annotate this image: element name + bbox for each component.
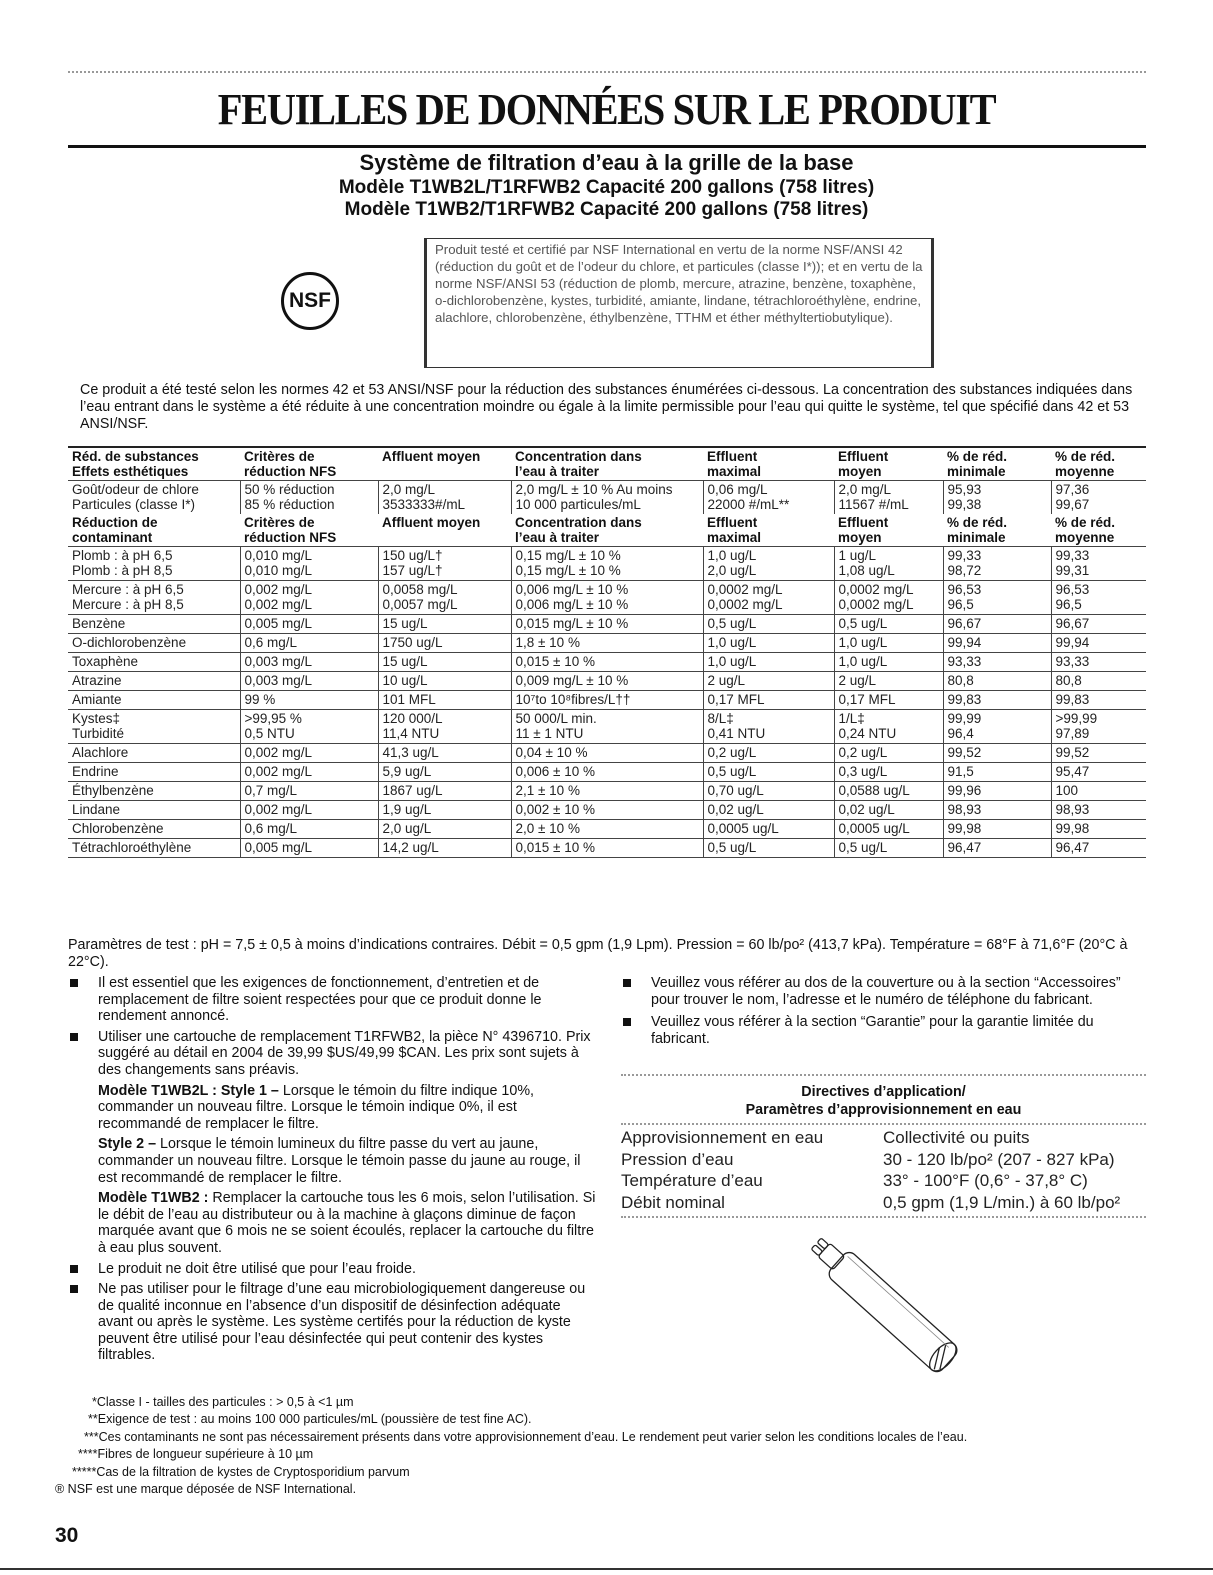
table-cell: 1,8 ± 10 % bbox=[511, 634, 703, 653]
table-cell: Mercure : à pH 6,5 Mercure : à pH 8,5 bbox=[68, 581, 240, 615]
table-cell: 0,06 mg/L 22000 #/mL** bbox=[703, 481, 834, 515]
table-row bbox=[68, 782, 1146, 801]
table-cell: 99,52 bbox=[1051, 744, 1146, 763]
directives-value: 30 - 120 lb/po² (207 - 827 kPa) bbox=[883, 1149, 1115, 1169]
table-header-cell: Effluent moyen bbox=[838, 515, 889, 545]
table-cell: 99,98 bbox=[943, 820, 1051, 839]
table-cell: 96,47 bbox=[943, 839, 1051, 858]
table-row bbox=[68, 763, 1146, 782]
table-cell: 0,7 mg/L bbox=[240, 782, 378, 801]
table-cell: 0,15 mg/L ± 10 % 0,15 mg/L ± 10 % bbox=[511, 547, 703, 581]
table-cell: Éthylbenzène bbox=[68, 782, 240, 801]
table-cell: 0,002 mg/L bbox=[240, 801, 378, 820]
title-rule bbox=[68, 145, 1146, 148]
table-cell: 0,04 ± 10 % bbox=[511, 744, 703, 763]
directives-header-rule bbox=[621, 1123, 1146, 1125]
footnote: **Exigence de test : au moins 100 000 particules/mL (poussière de test fine AC). bbox=[88, 1412, 532, 1427]
section-title: Système de filtration d’eau à la grille de la base bbox=[359, 150, 854, 175]
table-cell: 99,94 bbox=[1051, 634, 1146, 653]
table-cell: 10⁷to 10⁸fibres/L†† bbox=[511, 691, 703, 710]
directives-row bbox=[621, 1127, 1146, 1149]
table-cell: 0,002 mg/L bbox=[240, 763, 378, 782]
table-cell: 50 % réduction 85 % réduction bbox=[240, 481, 378, 515]
bullet-replacement: Utiliser une cartouche de remplacement T1RFWB2, la pièce N° 4396710. Prix suggéré au détail en 2004 de 39,99 $US/49,99 $CAN. Les prix sont sujets à des changements sans préavis. bbox=[68, 1029, 598, 1079]
table-cell: 0,5 ug/L bbox=[703, 615, 834, 634]
model-t1wb2-text: Remplacer la cartouche tous les 6 mois, selon l’utilisation. Si le débit de l’eau au distributeur ou à la machine à glaçons diminue de façon marquée avant que 6 mois ne se soient écoulés, replacer la cartouche du filtre à eau plus souvent. bbox=[98, 1190, 596, 1256]
table-cell: 15 ug/L bbox=[378, 615, 511, 634]
directives-row bbox=[621, 1192, 1146, 1214]
table-row bbox=[68, 801, 1146, 820]
table-header-cell: % de réd. moyenne bbox=[1051, 447, 1146, 481]
directives-value: 33° - 100°F (0,6° - 37,8° C) bbox=[883, 1171, 1088, 1190]
table-cell: 150 ug/L† 157 ug/L† bbox=[378, 547, 511, 581]
table-cell: Tétrachloroéthylène bbox=[68, 839, 240, 858]
table-cell: 0,17 MFL bbox=[703, 691, 834, 710]
table-cell: 98,93 bbox=[943, 801, 1051, 820]
table-cell: 1,9 ug/L bbox=[378, 801, 511, 820]
table-header-cell: Effluent maximal bbox=[703, 447, 834, 481]
table-cell: Amiante bbox=[68, 691, 240, 710]
nsf-logo-text: NSF bbox=[289, 289, 331, 312]
filter-cartridge-illustration bbox=[790, 1228, 990, 1388]
table-cell: 99 % bbox=[240, 691, 378, 710]
table-cell: 95,93 99,38 bbox=[943, 481, 1051, 515]
table-cell: 15 ug/L bbox=[378, 653, 511, 672]
directives-value: Collectivité ou puits bbox=[883, 1128, 1030, 1147]
footnote: ****Fibres de longueur supérieure à 10 µm bbox=[78, 1447, 314, 1462]
table-cell: 0,0002 mg/L 0,0002 mg/L bbox=[703, 581, 834, 615]
table-cell: 99,33 99,31 bbox=[1051, 547, 1146, 581]
table-cell: 99,98 bbox=[1051, 820, 1146, 839]
test-parameters: Paramètres de test : pH = 7,5 ± 0,5 à moins d’indications contraires. Débit = 0,5 gpm (1,9 Lpm). Pression = 60 lb/po² (413,7 kPa). Température = 68°F à 71,6°F (20°C à 22°C). bbox=[68, 937, 1128, 970]
table-cell: 0,5 ug/L bbox=[834, 839, 943, 858]
footnote: *****Cas de la filtration de kystes de Cryptosporidium parvum bbox=[72, 1464, 410, 1479]
nsf-logo bbox=[281, 272, 339, 330]
directives-top-rule bbox=[621, 1074, 1146, 1076]
table-cell: 1,0 ug/L bbox=[703, 653, 834, 672]
table-cell: 80,8 bbox=[1051, 672, 1146, 691]
table-cell: Lindane bbox=[68, 801, 240, 820]
table-cell: 1,0 ug/L 2,0 ug/L bbox=[703, 547, 834, 581]
table-cell: 99,83 bbox=[1051, 691, 1146, 710]
directives-title-1: Directives d’application/ bbox=[801, 1084, 966, 1100]
directives-value: 0,5 gpm (1,9 L/min.) à 60 lb/po² bbox=[883, 1192, 1121, 1212]
table-row bbox=[68, 547, 1146, 581]
table-cell: >99,95 % 0,5 NTU bbox=[240, 710, 378, 744]
table-header-cell: Effluent maximal bbox=[707, 515, 762, 545]
directives-row bbox=[621, 1170, 1146, 1192]
bullet-warranty: Veuillez vous référer à la section “Garantie” pour la garantie limitée du fabricant. bbox=[621, 1014, 1141, 1047]
table-row bbox=[68, 581, 1146, 615]
table-cell: 99,99 96,4 bbox=[943, 710, 1051, 744]
table-cell: 0,002 ± 10 % bbox=[511, 801, 703, 820]
table-cell: Plomb : à pH 6,5 Plomb : à pH 8,5 bbox=[68, 547, 240, 581]
table-cell: Goût/odeur de chlore Particules (classe I*) bbox=[68, 481, 240, 515]
table-cell: 0,015 ± 10 % bbox=[511, 839, 703, 858]
table-cell: >99,99 97,89 bbox=[1051, 710, 1146, 744]
table-cell: 0,70 ug/L bbox=[703, 782, 834, 801]
directives-label: Pression d’eau bbox=[621, 1149, 734, 1169]
directives-title bbox=[621, 1083, 1146, 1119]
model-t1wb2-label: Modèle T1WB2 : bbox=[98, 1190, 209, 1207]
table-cell: Kystes‡ Turbidité bbox=[68, 710, 240, 744]
table-cell: 1750 ug/L bbox=[378, 634, 511, 653]
table-cell: 1,0 ug/L bbox=[834, 634, 943, 653]
table-cell: 0,0005 ug/L bbox=[834, 820, 943, 839]
directives-row bbox=[621, 1149, 1146, 1171]
table-cell: 98,93 bbox=[1051, 801, 1146, 820]
table-cell: Chlorobenzène bbox=[68, 820, 240, 839]
table-header-cell: % de réd. moyenne bbox=[1055, 515, 1116, 545]
model-t1wb2l-text: Lorsque le témoin du filtre indique 10%, commander un nouveau filtre. Lorsque le témoin indique 0%, il est recommandé de remplacer le filtre. bbox=[98, 1082, 535, 1132]
table-cell: 2,1 ± 10 % bbox=[511, 782, 703, 801]
footnotes bbox=[55, 1394, 1175, 1498]
bullet-manufacturer: Veuillez vous référer au dos de la couverture ou à la section “Accessoires” pour trouver le nom, l’adresse et le numéro de téléphone du fabricant. bbox=[621, 975, 1141, 1008]
table-cell: 1,0 ug/L bbox=[834, 653, 943, 672]
table-cell: 0,5 ug/L bbox=[834, 615, 943, 634]
directives-bottom-rule bbox=[621, 1216, 1146, 1218]
table-header-cell: Critères de réduction NFS bbox=[244, 515, 337, 545]
table-cell: 99,94 bbox=[943, 634, 1051, 653]
table-header-cell: Concentration dans l’eau à traiter bbox=[515, 515, 642, 545]
table-cell: 2 ug/L bbox=[834, 672, 943, 691]
table-cell: 5,9 ug/L bbox=[378, 763, 511, 782]
table-cell: 0,006 mg/L ± 10 % 0,006 mg/L ± 10 % bbox=[511, 581, 703, 615]
table-cell: 2 ug/L bbox=[703, 672, 834, 691]
table-header-cell: % de réd. minimale bbox=[943, 447, 1051, 481]
table-cell: 0,015 ± 10 % bbox=[511, 653, 703, 672]
table-row bbox=[68, 481, 1146, 515]
table-cell: 96,53 96,5 bbox=[1051, 581, 1146, 615]
table-cell: O-dichlorobenzène bbox=[68, 634, 240, 653]
table-cell: 0,003 mg/L bbox=[240, 672, 378, 691]
directives-table bbox=[621, 1127, 1146, 1213]
table-cell: 41,3 ug/L bbox=[378, 744, 511, 763]
table-header-cell: Critères de réduction NFS bbox=[240, 447, 378, 481]
table-cell: 0,002 mg/L 0,002 mg/L bbox=[240, 581, 378, 615]
page-number: 30 bbox=[55, 1524, 79, 1547]
table-header-cell: Affluent moyen bbox=[382, 515, 481, 530]
table-cell: 1,0 ug/L bbox=[703, 634, 834, 653]
table-cell: Benzène bbox=[68, 615, 240, 634]
directives-title-2: Paramètres d’approvisionnement en eau bbox=[745, 1102, 1022, 1118]
model-t1wb2-note bbox=[68, 1190, 598, 1256]
table-row bbox=[68, 839, 1146, 858]
table-cell: 96,67 bbox=[943, 615, 1051, 634]
bullet-microbiological: Ne pas utiliser pour le filtrage d’une eau microbiologiquement dangereuse ou de qualité inconnue en l’absence d’un dispositif de désinfection adéquate avant ou après le système. Les système certifés pour la réduction de kyste peuvent être utilisé pour l’eau désinfectée qui peut contenir des kystes filtrables. bbox=[68, 1281, 598, 1364]
table-cell: 99,83 bbox=[943, 691, 1051, 710]
table-cell: 2,0 mg/L ± 10 % Au moins 10 000 particules/mL bbox=[511, 481, 703, 515]
left-instructions bbox=[68, 975, 598, 1368]
table-cell: 0,009 mg/L ± 10 % bbox=[511, 672, 703, 691]
table-cell: 91,5 bbox=[943, 763, 1051, 782]
table-header-row bbox=[68, 514, 1146, 547]
table-cell: Alachlore bbox=[68, 744, 240, 763]
table-cell: 8/L‡ 0,41 NTU bbox=[703, 710, 834, 744]
table-header-cell: % de réd. minimale bbox=[947, 515, 1008, 545]
table-cell: 1867 ug/L bbox=[378, 782, 511, 801]
table-cell: 96,47 bbox=[1051, 839, 1146, 858]
table-cell: 2,0 ug/L bbox=[378, 820, 511, 839]
directives-label: Approvisionnement en eau bbox=[621, 1128, 824, 1147]
table-cell: 101 MFL bbox=[378, 691, 511, 710]
bullet-cold-water: Le produit ne doit être utilisé que pour l’eau froide. bbox=[68, 1261, 598, 1278]
table-cell: 10 ug/L bbox=[378, 672, 511, 691]
table-header-cell: Réduction de contaminant bbox=[72, 515, 158, 545]
table-cell: 93,33 bbox=[1051, 653, 1146, 672]
style-2-label: Style 2 – bbox=[98, 1136, 157, 1153]
footnote: ***Ces contaminants ne sont pas nécessairement présents dans votre approvisionnement d’eau. Le rendement peut varier selon les conditions locales de l’eau. bbox=[84, 1429, 968, 1444]
table-header-cell: Effluent moyen bbox=[834, 447, 943, 481]
table-cell: 120 000/L 11,4 NTU bbox=[378, 710, 511, 744]
page-title: FEUILLES DE DONNÉES SUR LE PRODUIT bbox=[217, 85, 996, 134]
performance-table bbox=[68, 446, 1146, 858]
top-dotted-rule bbox=[68, 71, 1146, 73]
footnote: *Classe I - tailles des particules : > 0,5 à <1 µm bbox=[92, 1395, 354, 1409]
table-row bbox=[68, 710, 1146, 744]
table-cell: 99,33 98,72 bbox=[943, 547, 1051, 581]
table-row bbox=[68, 615, 1146, 634]
table-cell: 0,005 mg/L bbox=[240, 615, 378, 634]
table-row bbox=[68, 744, 1146, 763]
table-cell: 0,02 ug/L bbox=[834, 801, 943, 820]
table-cell: 99,96 bbox=[943, 782, 1051, 801]
table-row bbox=[68, 672, 1146, 691]
style-2-note bbox=[68, 1136, 598, 1186]
table-row bbox=[68, 820, 1146, 839]
table-cell: 0,6 mg/L bbox=[240, 634, 378, 653]
table-cell: 97,36 99,67 bbox=[1051, 481, 1146, 515]
table-cell: 0,015 mg/L ± 10 % bbox=[511, 615, 703, 634]
table-cell: 2,0 ± 10 % bbox=[511, 820, 703, 839]
right-instructions bbox=[621, 975, 1141, 1053]
table-cell: 100 bbox=[1051, 782, 1146, 801]
table-cell: 0,0005 ug/L bbox=[703, 820, 834, 839]
table-cell: 1/L‡ 0,24 NTU bbox=[834, 710, 943, 744]
bullet-requirements: Il est essentiel que les exigences de fonctionnement, d’entretien et de remplacement de filtre soient respectées pour que ce produit donne le rendement annoncé. bbox=[68, 975, 598, 1025]
table-cell: 0,2 ug/L bbox=[834, 744, 943, 763]
table-cell: 2,0 mg/L 11567 #/mL bbox=[834, 481, 943, 515]
table-cell: 50 000/L min. 11 ± 1 NTU bbox=[511, 710, 703, 744]
table-cell: 0,2 ug/L bbox=[703, 744, 834, 763]
model-line-1: Modèle T1WB2L/T1RFWB2 Capacité 200 gallons (758 litres) bbox=[338, 177, 875, 198]
table-cell: 0,010 mg/L 0,010 mg/L bbox=[240, 547, 378, 581]
table-row bbox=[68, 634, 1146, 653]
table-cell: 0,3 ug/L bbox=[834, 763, 943, 782]
intro-paragraph: Ce produit a été testé selon les normes 42 et 53 ANSI/NSF pour la réduction des substances énumérées ci-dessous. La concentration des substances indiquées dans l’eau entrant dans le système a été réduite à une concentration moindre ou égale à la limite permissible pour l’eau qui quitte le système, tel que spécifié dans 42 et 53 ANSI/NSF. bbox=[80, 382, 1133, 432]
footnote: ® NSF est une marque déposée de NSF International. bbox=[55, 1482, 357, 1497]
table-cell: 95,47 bbox=[1051, 763, 1146, 782]
table-cell: 0,0058 mg/L 0,0057 mg/L bbox=[378, 581, 511, 615]
table-row bbox=[68, 653, 1146, 672]
table-cell: 2,0 mg/L 3533333#/mL bbox=[378, 481, 511, 515]
style-2-text: Lorsque le témoin lumineux du filtre passe du vert au jaune, commander un nouveau filtre. Lorsque le témoin passe du jaune au rouge, il est recommandé de remplacer le filtre. bbox=[98, 1136, 581, 1186]
table-cell: 93,33 bbox=[943, 653, 1051, 672]
table-cell: 0,0588 ug/L bbox=[834, 782, 943, 801]
table-cell: 0,5 ug/L bbox=[703, 763, 834, 782]
table-cell: 0,17 MFL bbox=[834, 691, 943, 710]
table-cell: 99,52 bbox=[943, 744, 1051, 763]
table-cell: 1 ug/L 1,08 ug/L bbox=[834, 547, 943, 581]
table-cell: 0,006 ± 10 % bbox=[511, 763, 703, 782]
table-cell: 0,0002 mg/L 0,0002 mg/L bbox=[834, 581, 943, 615]
table-header-row bbox=[68, 447, 1146, 481]
table-cell: Atrazine bbox=[68, 672, 240, 691]
table-cell: 0,6 mg/L bbox=[240, 820, 378, 839]
performance-table-body bbox=[68, 447, 1146, 858]
directives-label: Température d’eau bbox=[621, 1171, 763, 1190]
cartridge-body bbox=[826, 1249, 960, 1375]
table-cell: 96,53 96,5 bbox=[943, 581, 1051, 615]
table-header-cell: Affluent moyen bbox=[378, 447, 511, 481]
model-t1wb2l-label: Modèle T1WB2L : Style 1 – bbox=[98, 1082, 279, 1099]
table-cell: 0,005 mg/L bbox=[240, 839, 378, 858]
bottom-rule bbox=[0, 1568, 1213, 1570]
table-cell: 0,002 mg/L bbox=[240, 744, 378, 763]
table-cell: 0,02 ug/L bbox=[703, 801, 834, 820]
table-cell: Endrine bbox=[68, 763, 240, 782]
table-cell: 80,8 bbox=[943, 672, 1051, 691]
model-line-2: Modèle T1WB2/T1RFWB2 Capacité 200 gallons (758 litres) bbox=[344, 199, 869, 220]
table-cell: 14,2 ug/L bbox=[378, 839, 511, 858]
directives-label: Débit nominal bbox=[621, 1192, 725, 1212]
table-header-cell: Concentration dans l’eau à traiter bbox=[511, 447, 703, 481]
table-cell: Toxaphène bbox=[68, 653, 240, 672]
table-cell: 0,5 ug/L bbox=[703, 839, 834, 858]
table-cell: 96,67 bbox=[1051, 615, 1146, 634]
nsf-certification-box: Produit testé et certifié par NSF International en vertu de la norme NSF/ANSI 42 (réduction du goût et de l’odeur du chlore, et particules (classe I*)); et en vertu de la norme NSF/ANSI 53 (réduction de plomb, mercure, atrazine, benzène, toxaphène, o-dichlorobenzène, kystes, turbidité, amiante, lindane, tétrachloroéthylène, endrine, alachlore, chlorobenzène, éthylbenzène, TTHM et éther méthyltertiobutylique). bbox=[424, 238, 934, 368]
table-cell: 0,003 mg/L bbox=[240, 653, 378, 672]
model-t1wb2l-note bbox=[68, 1083, 598, 1133]
table-row bbox=[68, 691, 1146, 710]
table-header-cell: Réd. de substances Effets esthétiques bbox=[68, 447, 240, 481]
